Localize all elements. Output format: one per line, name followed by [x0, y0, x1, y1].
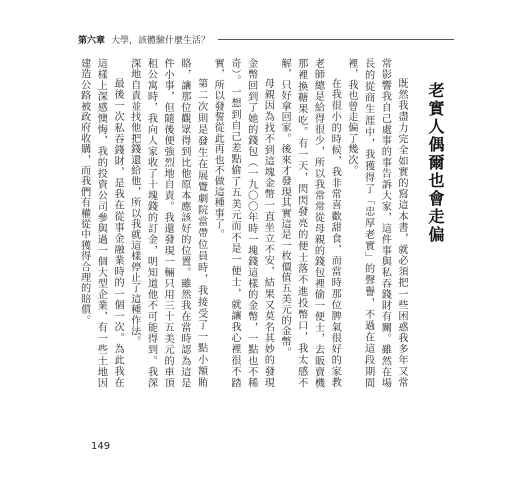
page-number: 149 [91, 441, 111, 452]
paragraph-1: 既然我盡力完全如實的寫這本書，就必須把一些困惑我多年又常常影響我自己處事的事告訴大家，這件事與私吞錢財有關。雖然在場長的從商生涯中，我獲得了「忠厚老實」的聲譽，不過在這段期間裡，我也曾走偏了幾次。 [345, 58, 407, 388]
header-rule [218, 39, 454, 40]
paragraph-5: 最後一次私吞錢財，是我在從事金融業時的一個一次。為此我在這樣上深感懊悔，我的投資公司參與過一個大型企業，有一些土地因建造公路被政府收購，而我們有權從中獲得合理的賠償。 [78, 58, 124, 388]
paragraph-2: 在我很小的時候，我非常喜歡甜食，而當時那位脾氣很好的家教老師總是給得很少，所以我常常從母親的錢包裡偷一便士，去販賣機那裡換糖果吃。有一天，閃閃發亮的便士落不進投幣口，我太感不解，只好拿回家。後來才發現其實這是一枚價值五美元的金幣。 [279, 58, 341, 388]
paragraph-3: 母親因為找不到這塊金幣一直坐立不安，結果又莫名其妙的發現金幣回到了她的錢包（一九〇〇年時一塊錢這樣的金幣，一點也不稀奇）。一想到自己差點偷了五美元而不是一便士，就讓我心裡很不踏實，所以發誓從此再也不做這種事了。 [212, 58, 274, 388]
section-heading: 老實人偶爾也會走偏 [426, 82, 445, 244]
paragraph-4: 第二次則是發生在展覽劇院當帶位員時，我接受了一點小額賄賂，讓那位觀眾得到比他原本應該好的位置。雖然我在當時認為這是件小事，但隨後便強烈地自責。我還發現一輛只用三十五美元的車頂租公寓時，我向人家收了十塊錢的訂金，明知道他不可能得到。我深深地自責並找他把錢還給他，所以我就這樣停止了這種作法。 [128, 58, 207, 388]
vertical-text-body [78, 58, 447, 388]
running-header [78, 31, 454, 47]
chapter-number: 第六章 [78, 35, 106, 46]
chapter-title: 大學，該體驗什麼生活？ [111, 35, 211, 46]
